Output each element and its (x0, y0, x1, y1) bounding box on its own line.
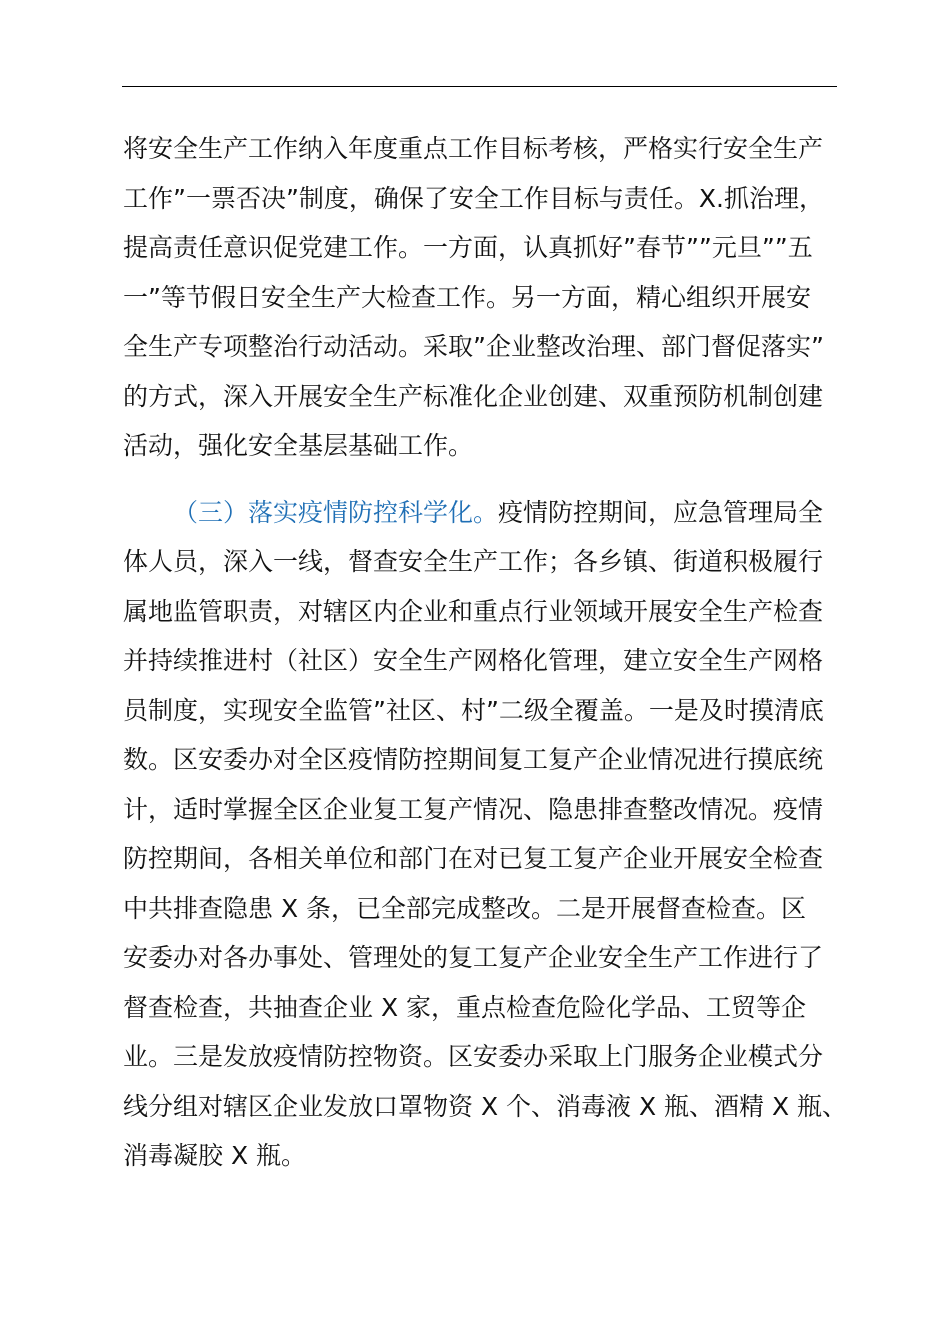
paragraph-1-line: 的方式，深入开展安全生产标准化企业创建、双重预防机制创建 (123, 381, 824, 411)
paragraph-1-line: 活动，强化安全基层基础工作。 (123, 431, 474, 460)
header-rule (122, 86, 837, 87)
paragraph-2-line: 数。区安委办对全区疫情防控期间复工复产企业情况进行摸底统 (123, 745, 824, 774)
paragraph-gap (123, 471, 843, 488)
paragraph-1-line: 将安全生产工作纳入年度重点工作目标考核，严格实行安全生产 (123, 134, 824, 163)
paragraph-2-line: 体人员，深入一线，督查安全生产工作；各乡镇、街道积极履行 (123, 547, 824, 576)
paragraph-2 (123, 488, 848, 1181)
paragraph-2-first-line-text: 疫情防控期间，应急管理局全 (498, 497, 824, 527)
paragraph-2-line: 计，适时掌握全区企业复工复产情况、隐患排查整改情况。疫情 (123, 794, 824, 824)
paragraph-2-line: 安委办对各办事处、管理处的复工复产企业安全生产工作进行了 (123, 943, 824, 972)
paragraph-2-line: 业。三是发放疫情防控物资。区安委办采取上门服务企业模式分 (123, 1042, 824, 1071)
paragraph-1-line: 工作”一票否决”制度，确保了安全工作目标与责任。X.抓治理， (123, 183, 824, 213)
paragraph-1-line: 一”等节假日安全生产大检查工作。另一方面，精心组织开展安 (123, 282, 811, 312)
document-body (123, 124, 848, 1181)
paragraph-2-line: 防控期间，各相关单位和部门在对已复工复产企业开展安全检查 (123, 844, 824, 873)
paragraph-2-line: 督查检查，共抽查企业 X 家，重点检查危险化学品、工贸等企 (123, 992, 807, 1022)
paragraph-2-line: 属地监管职责，对辖区内企业和重点行业领域开展安全生产检查 (123, 596, 824, 626)
paragraph-2-line: 员制度，实现安全监管”社区、村”二级全覆盖。一是及时摸清底 (123, 695, 824, 725)
paragraph-2-line: 中共排查隐患 X 条，已全部完成整改。二是开展督查检查。区 (123, 893, 807, 923)
section-heading: （三）落实疫情防控科学化。 (173, 497, 499, 527)
paragraph-2-line: 消毒凝胶 X 瓶。 (123, 1141, 307, 1170)
paragraph-2-line: 并持续推进村（社区）安全生产网格化管理，建立安全生产网格 (123, 646, 824, 675)
paragraph-1-line: 提高责任意识促党建工作。一方面，认真抓好”春节””元旦””五 (123, 233, 813, 262)
paragraph-1 (123, 124, 843, 471)
paragraph-1-line: 全生产专项整治行动活动。采取”企业整改治理、部门督促落实” (123, 332, 824, 361)
paragraph-2-first-line (123, 488, 843, 538)
paragraph-2-line: 线分组对辖区企业发放口罩物资 X 个、消毒液 X 瓶、酒精 X 瓶、 (123, 1091, 848, 1121)
